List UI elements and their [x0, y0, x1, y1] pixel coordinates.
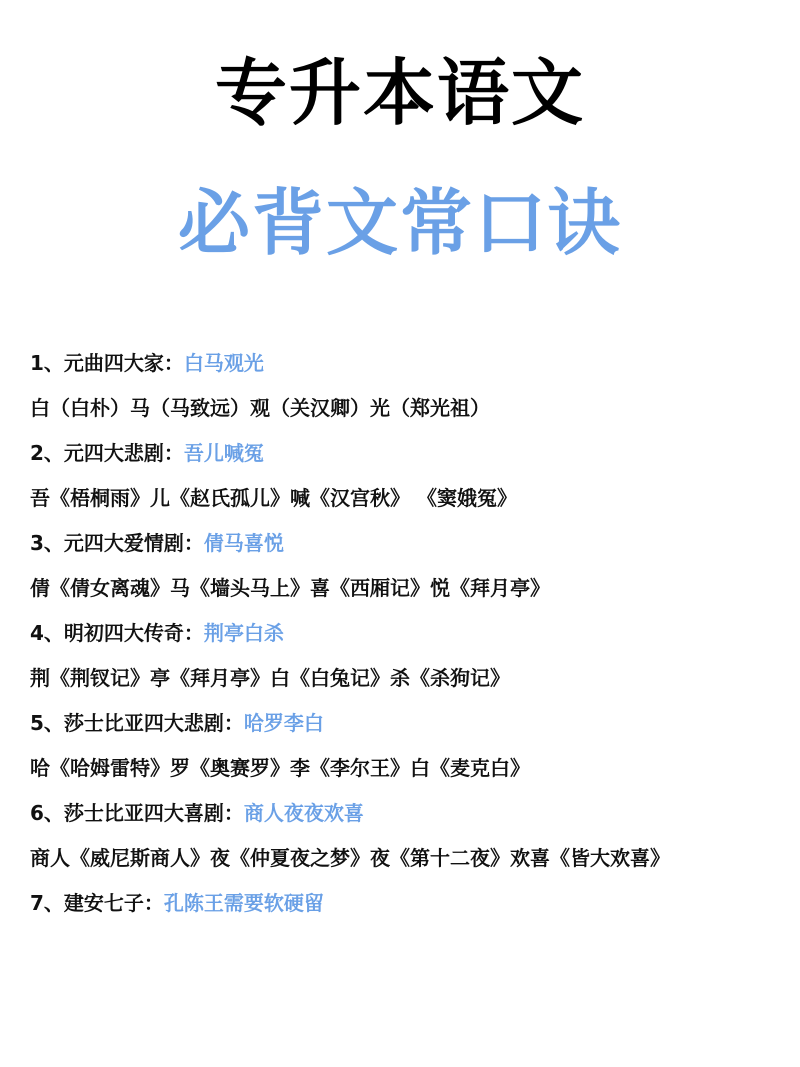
- item-heading: 2、元四大悲剧：: [30, 441, 184, 465]
- item-mnemonic: 哈罗李白: [243, 711, 324, 735]
- mnemonic-list: [30, 340, 775, 927]
- list-item: [30, 520, 775, 610]
- item-heading-line: [30, 700, 775, 747]
- item-detail: 倩《倩女离魂》马《墙头马上》喜《西厢记》悦《拜月亭》: [30, 576, 550, 600]
- item-heading: 4、明初四大传奇：: [30, 621, 204, 645]
- list-item: [30, 790, 775, 880]
- item-mnemonic: 荆亭白杀: [203, 621, 284, 645]
- item-heading-line: [30, 340, 775, 387]
- item-detail: 荆《荆钗记》亭《拜月亭》白《白兔记》杀《杀狗记》: [30, 666, 510, 690]
- item-heading-line: [30, 880, 775, 927]
- list-item: [30, 430, 775, 520]
- item-mnemonic: 孔陈王需要软硬留: [163, 891, 324, 915]
- item-mnemonic: 倩马喜悦: [203, 531, 284, 555]
- page-title: 专升本语文: [214, 51, 585, 135]
- item-heading-line: [30, 430, 775, 477]
- item-heading: 6、莎士比亚四大喜剧：: [30, 801, 244, 825]
- item-heading-line: [30, 520, 775, 567]
- item-detail: 吾《梧桐雨》儿《赵氏孤儿》喊《汉宫秋》 《窦娥冤》: [30, 486, 517, 510]
- item-mnemonic: 商人夜夜欢喜: [243, 801, 364, 825]
- item-heading: 1、元曲四大家：: [30, 351, 184, 375]
- page-subtitle: 必背文常口诀: [177, 181, 622, 265]
- item-detail: 白（白朴）马（马致远）观（关汉卿）光（郑光祖）: [30, 396, 490, 420]
- item-mnemonic: 白马观光: [183, 351, 264, 375]
- list-item: [30, 340, 775, 430]
- item-heading: 5、莎士比亚四大悲剧：: [30, 711, 244, 735]
- item-detail: 商人《威尼斯商人》夜《仲夏夜之梦》夜《第十二夜》欢喜《皆大欢喜》: [30, 846, 670, 870]
- item-mnemonic: 吾儿喊冤: [183, 441, 264, 465]
- item-heading-line: [30, 610, 775, 657]
- item-detail: 哈《哈姆雷特》罗《奥赛罗》李《李尔王》白《麦克白》: [30, 756, 530, 780]
- list-item: [30, 880, 775, 927]
- list-item: [30, 610, 775, 700]
- item-heading: 3、元四大爱情剧：: [30, 531, 204, 555]
- item-heading: 7、建安七子：: [30, 891, 164, 915]
- item-heading-line: [30, 790, 775, 837]
- list-item: [30, 700, 775, 790]
